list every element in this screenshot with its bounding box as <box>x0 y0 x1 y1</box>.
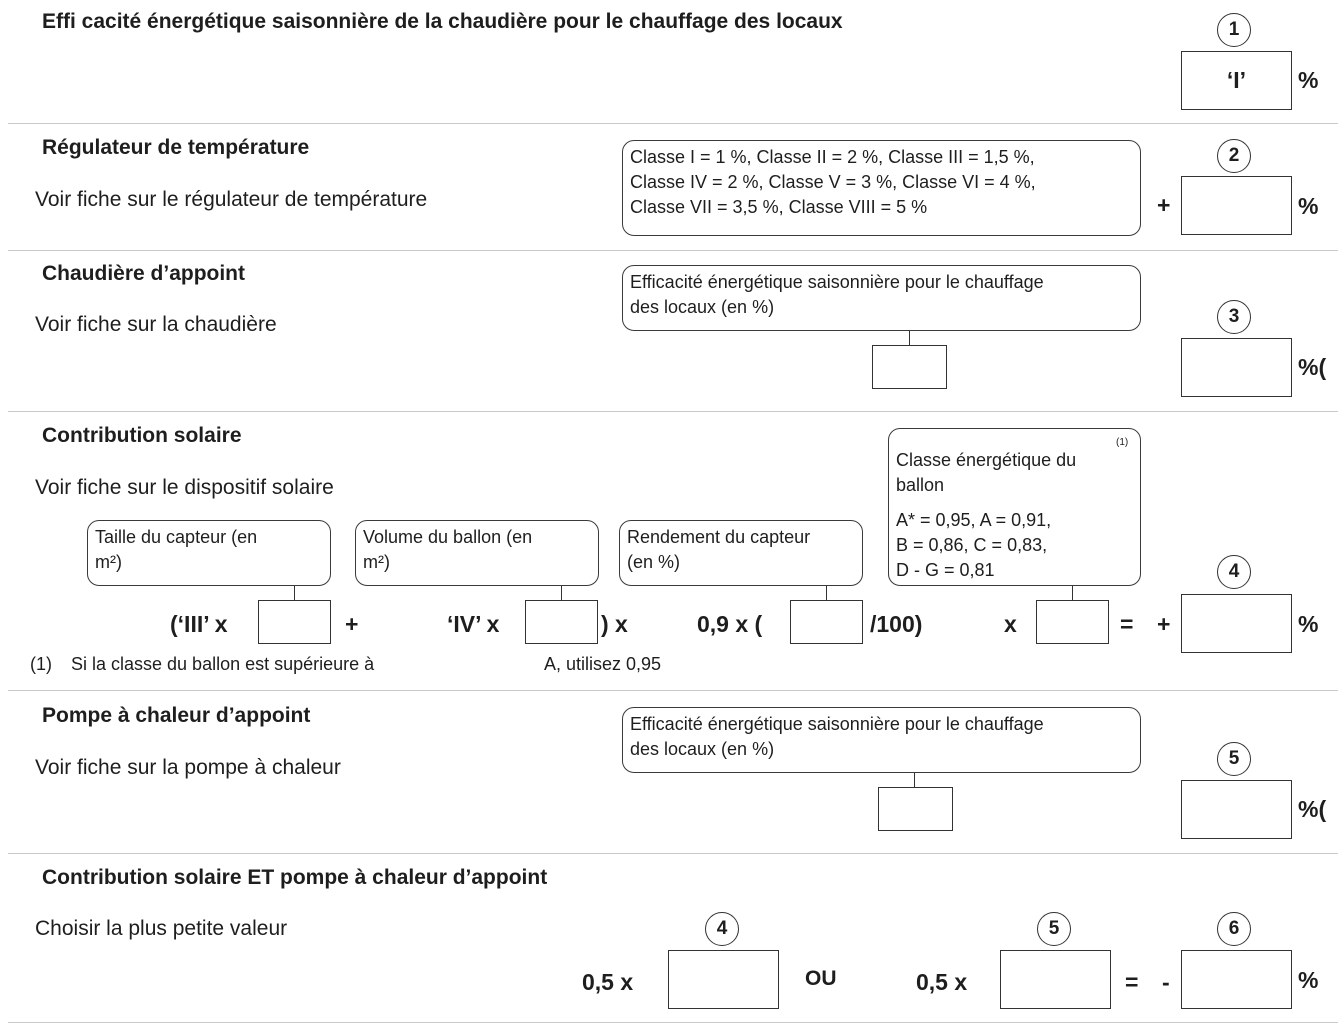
equals-sign: = <box>1125 969 1139 995</box>
separator-4 <box>8 690 1338 691</box>
or-label: OU <box>805 967 837 990</box>
formula-term-iii: (‘III’ x <box>170 611 228 637</box>
separator-1 <box>8 123 1338 124</box>
section2-title: Régulateur de température <box>42 136 310 159</box>
formula-plus: + <box>345 611 359 637</box>
info-line: m²) <box>363 552 390 572</box>
step-3-circle: 3 <box>1217 300 1251 334</box>
collector-efficiency-input[interactable] <box>790 600 863 644</box>
separator-6 <box>8 1022 1338 1023</box>
supplementary-boiler-input[interactable] <box>872 345 947 389</box>
connector-line <box>914 773 915 787</box>
factor-half-a: 0,5 x <box>582 969 634 995</box>
minus-sign: - <box>1162 969 1170 995</box>
half-heat-pump-input[interactable] <box>1000 950 1111 1009</box>
class-line: Classe I = 1 %, Classe II = 2 %, Classe III = 1,5 %, <box>630 147 1035 167</box>
percent-unit-1: % <box>1298 67 1319 93</box>
section5-subtitle: Voir fiche sur la pompe à chaleur <box>35 756 341 779</box>
collector-size-input[interactable] <box>258 600 331 644</box>
section4-title: Contribution solaire <box>42 424 242 447</box>
plus-operator: + <box>1157 192 1171 218</box>
connector-line <box>561 586 562 600</box>
formula-term-iv: ‘IV’ x <box>447 611 500 637</box>
step-4-circle-ref: 4 <box>705 912 739 946</box>
formula-factor: 0,9 x ( <box>697 611 763 637</box>
formula-plus-result: + <box>1157 611 1171 637</box>
heat-pump-efficiency-info-box <box>622 707 1141 773</box>
footnote-text: Si la classe du ballon est supérieure à <box>71 654 375 674</box>
percent-unit-2: % <box>1298 193 1319 219</box>
class-value-line: B = 0,86, C = 0,83, <box>896 535 1048 555</box>
temperature-classes-box <box>622 140 1141 236</box>
formula-equals: = <box>1120 611 1134 637</box>
info-line: Volume du ballon (en <box>363 527 533 547</box>
step-4-circle: 4 <box>1217 555 1251 589</box>
separator-5 <box>8 853 1338 854</box>
factor-half-b: 0,5 x <box>916 969 968 995</box>
tank-energy-class-box <box>888 428 1141 586</box>
info-line: Efficacité énergétique saisonnière pour le chauffage <box>630 714 1044 734</box>
section1-title: Effi cacité énergétique saisonnière de la chaudière pour le chauffage des locaux <box>42 10 843 33</box>
step-5-circle-ref: 5 <box>1037 912 1071 946</box>
tank-volume-input[interactable] <box>525 600 598 644</box>
info-line: ballon <box>896 475 945 495</box>
section6-title: Contribution solaire ET pompe à chaleur d’appoint <box>42 866 548 889</box>
connector-line <box>826 586 827 600</box>
footnote-text-end: A, utilisez 0,95 <box>544 654 662 674</box>
connector-line <box>294 586 295 600</box>
formula-divide: /100) <box>870 611 923 637</box>
section5-title: Pompe à chaleur d’appoint <box>42 704 311 727</box>
step-5-circle: 5 <box>1217 742 1251 776</box>
section4-subtitle: Voir fiche sur le dispositif solaire <box>35 476 334 499</box>
connector-line <box>909 331 910 345</box>
class-line: Classe IV = 2 %, Classe V = 3 %, Classe VI = 4 %, <box>630 172 1036 192</box>
info-line: des locaux (en %) <box>630 297 775 317</box>
collector-efficiency-box <box>619 520 863 586</box>
percent-unit-3: %( <box>1298 354 1327 380</box>
info-line: (en %) <box>627 552 681 572</box>
solar-contribution-field[interactable] <box>1181 594 1292 653</box>
tank-class-input[interactable] <box>1036 600 1109 644</box>
connector-line <box>1072 586 1073 600</box>
heat-pump-field[interactable] <box>1181 780 1292 839</box>
formula-times: x <box>1004 611 1017 637</box>
step-6-circle: 6 <box>1217 912 1251 946</box>
class-value-line: A* = 0,95, A = 0,91, <box>896 510 1052 530</box>
section6-subtitle: Choisir la plus petite valeur <box>35 917 288 940</box>
temperature-controller-field[interactable] <box>1181 176 1292 235</box>
info-line: des locaux (en %) <box>630 739 775 759</box>
combined-contribution-field[interactable] <box>1181 950 1292 1009</box>
step-1-circle: 1 <box>1217 13 1251 47</box>
info-line: m²) <box>95 552 122 572</box>
separator-3 <box>8 411 1338 412</box>
info-line: Taille du capteur (en <box>95 527 258 547</box>
boiler-efficiency-field[interactable] <box>1181 51 1292 110</box>
boiler-efficiency-value: ‘I’ <box>1226 67 1247 93</box>
collector-size-box <box>87 520 331 586</box>
percent-unit-5: %( <box>1298 796 1327 822</box>
info-line: Classe énergétique du <box>896 450 1077 470</box>
supplementary-boiler-field[interactable] <box>1181 338 1292 397</box>
separator-2 <box>8 250 1338 251</box>
footnote-number: (1) <box>30 654 52 674</box>
class-line: Classe VII = 3,5 %, Classe VIII = 5 % <box>630 197 928 217</box>
footnote-reference: (1) <box>1116 437 1129 448</box>
percent-unit-4: % <box>1298 611 1319 637</box>
formula-close-times: ) x <box>601 611 628 637</box>
section3-title: Chaudière d’appoint <box>42 262 246 285</box>
tank-volume-box <box>355 520 599 586</box>
info-line: Rendement du capteur <box>627 527 811 547</box>
section2-subtitle: Voir fiche sur le régulateur de température <box>35 188 428 211</box>
info-line: Efficacité énergétique saisonnière pour le chauffage <box>630 272 1044 292</box>
percent-unit-6: % <box>1298 967 1319 993</box>
boiler-efficiency-info-box <box>622 265 1141 331</box>
half-solar-input[interactable] <box>668 950 779 1009</box>
heat-pump-input[interactable] <box>878 787 953 831</box>
section3-subtitle: Voir fiche sur la chaudière <box>35 313 277 336</box>
step-2-circle: 2 <box>1217 139 1251 173</box>
class-value-line: D - G = 0,81 <box>896 560 995 580</box>
